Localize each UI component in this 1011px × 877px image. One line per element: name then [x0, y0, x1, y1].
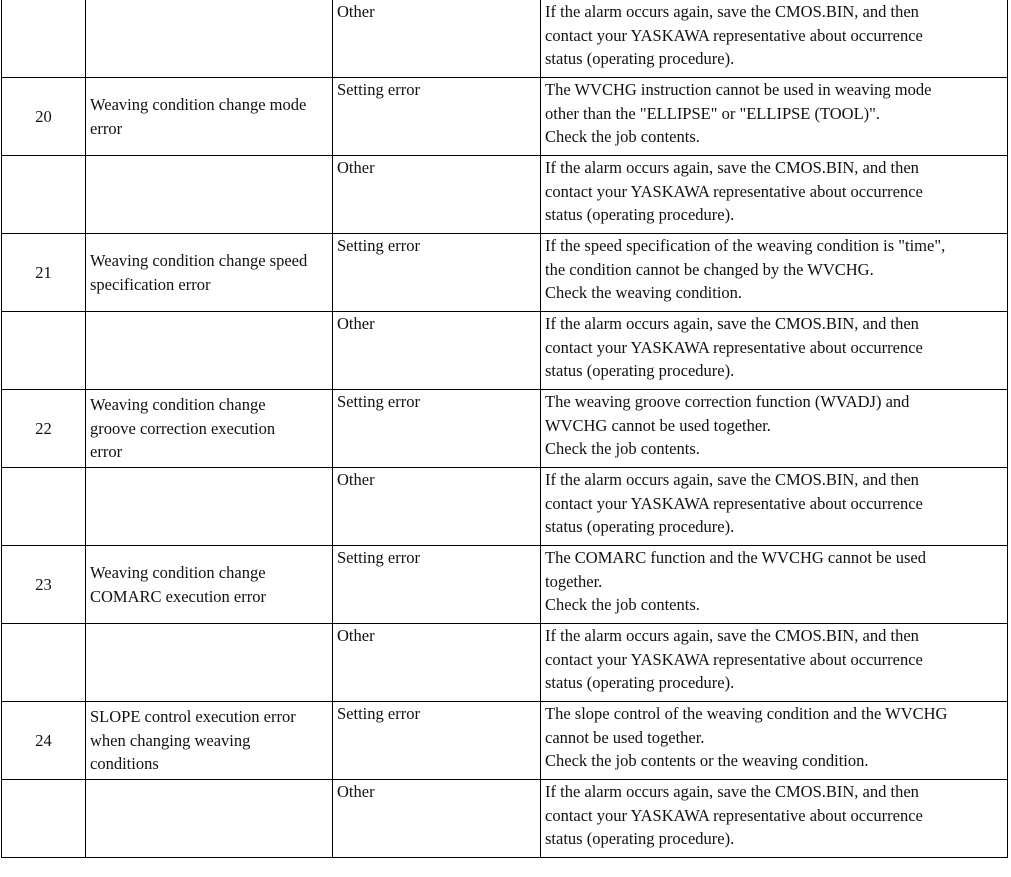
table-row: [2, 312, 1008, 390]
remedy-line: The WVCHG instruction cannot be used in weaving mode: [545, 80, 932, 99]
cause-category-cell: [333, 0, 541, 78]
cause-category: Other: [337, 2, 375, 21]
remedy-line: If the alarm occurs again, save the CMOS.BIN, and then: [545, 626, 919, 645]
alarm-name-line: Weaving condition change mode: [90, 95, 307, 114]
remedy-line: status (operating procedure).: [545, 517, 735, 536]
remedy-line: If the alarm occurs again, save the CMOS.BIN, and then: [545, 2, 919, 21]
remedy-cell: [541, 702, 1008, 780]
alarm-subcode: 22: [35, 418, 52, 438]
cause-category-cell: [333, 78, 541, 156]
alarm-name-cell: [86, 234, 333, 312]
table-row: [2, 546, 1008, 624]
remedy-line: If the alarm occurs again, save the CMOS.BIN, and then: [545, 782, 919, 801]
remedy-cell: [541, 780, 1008, 858]
remedy-line: The slope control of the weaving condition and the WVCHG: [545, 704, 948, 723]
remedy-line: If the speed specification of the weaving condition is "time",: [545, 236, 946, 255]
remedy-cell: [541, 234, 1008, 312]
remedy-line: status (operating procedure).: [545, 49, 735, 68]
cause-category: Setting error: [337, 236, 420, 255]
remedy-line: contact your YASKAWA representative about occurrence: [545, 805, 923, 825]
alarm-subcode-cell: [2, 702, 86, 780]
cause-category: Other: [337, 314, 375, 333]
alarm-subcode-cell: [2, 156, 86, 234]
alarm-subcode: 21: [35, 262, 52, 282]
alarm-subcode-cell: [2, 468, 86, 546]
alarm-subcode-cell: [2, 0, 86, 78]
alarm-subcode-cell: [2, 624, 86, 702]
remedy-line: Check the weaving condition.: [545, 283, 743, 302]
table-row: [2, 468, 1008, 546]
cause-category-cell: [333, 156, 541, 234]
alarm-name-line: Weaving condition change speed: [90, 251, 308, 270]
remedy-cell: [541, 390, 1008, 468]
alarm-name-line: specification error: [90, 274, 211, 294]
alarm-subcode-cell: [2, 546, 86, 624]
alarm-name-line: error: [90, 442, 123, 462]
alarm-name-line: error: [90, 118, 123, 138]
alarm-name-line: COMARC execution error: [90, 586, 266, 606]
remedy-line: If the alarm occurs again, save the CMOS.BIN, and then: [545, 470, 919, 489]
cause-category-cell: [333, 546, 541, 624]
cause-category: Other: [337, 470, 375, 489]
alarm-name-cell: [86, 0, 333, 78]
remedy-cell: [541, 156, 1008, 234]
cause-category: Other: [337, 158, 375, 177]
table-row: [2, 702, 1008, 780]
cause-category: Other: [337, 782, 375, 801]
cause-category: Setting error: [337, 704, 420, 723]
remedy-line: WVCHG cannot be used together.: [545, 415, 771, 435]
remedy-line: status (operating procedure).: [545, 829, 735, 848]
alarm-subcode: 23: [35, 574, 52, 594]
remedy-line: contact your YASKAWA representative about occurrence: [545, 337, 923, 357]
alarm-name-cell: [86, 624, 333, 702]
alarm-name-cell: [86, 312, 333, 390]
remedy-line: Check the job contents or the weaving condition.: [545, 751, 869, 770]
cause-category-cell: [333, 780, 541, 858]
alarm-table-body: [2, 0, 1008, 858]
table-row: [2, 390, 1008, 468]
remedy-line: Check the job contents.: [545, 595, 700, 614]
cause-category-cell: [333, 312, 541, 390]
remedy-line: Check the job contents.: [545, 439, 700, 458]
alarm-name-cell: [86, 78, 333, 156]
cause-category-cell: [333, 702, 541, 780]
table-row: [2, 156, 1008, 234]
remedy-line: status (operating procedure).: [545, 361, 735, 380]
remedy-line: If the alarm occurs again, save the CMOS.BIN, and then: [545, 158, 919, 177]
table-row: [2, 780, 1008, 858]
remedy-line: the condition cannot be changed by the WVCHG.: [545, 259, 874, 279]
remedy-line: contact your YASKAWA representative about occurrence: [545, 25, 923, 45]
alarm-subcode-cell: [2, 234, 86, 312]
cause-category-cell: [333, 468, 541, 546]
alarm-subcode: 24: [35, 730, 52, 750]
alarm-name-line: when changing weaving: [90, 730, 251, 750]
cause-category: Setting error: [337, 392, 420, 411]
alarm-name-cell: [86, 780, 333, 858]
remedy-line: The weaving groove correction function (WVADJ) and: [545, 392, 910, 411]
table-row: [2, 234, 1008, 312]
remedy-cell: [541, 468, 1008, 546]
remedy-line: If the alarm occurs again, save the CMOS.BIN, and then: [545, 314, 919, 333]
alarm-subcode-cell: [2, 312, 86, 390]
alarm-name-cell: [86, 468, 333, 546]
remedy-line: contact your YASKAWA representative about occurrence: [545, 493, 923, 513]
alarm-subcode-cell: [2, 390, 86, 468]
alarm-subcode: 20: [35, 106, 52, 126]
remedy-line: status (operating procedure).: [545, 205, 735, 224]
cause-category: Setting error: [337, 548, 420, 567]
table-row: [2, 624, 1008, 702]
alarm-name-cell: [86, 702, 333, 780]
remedy-line: The COMARC function and the WVCHG cannot be used: [545, 548, 926, 567]
alarm-name-cell: [86, 390, 333, 468]
remedy-line: Check the job contents.: [545, 127, 700, 146]
alarm-name-line: conditions: [90, 754, 159, 774]
alarm-name-line: Weaving condition change: [90, 395, 266, 415]
cause-category-cell: [333, 390, 541, 468]
cause-category: Setting error: [337, 80, 420, 99]
remedy-cell: [541, 312, 1008, 390]
remedy-cell: [541, 0, 1008, 78]
remedy-line: together.: [545, 571, 603, 591]
alarm-name-line: SLOPE control execution error: [90, 707, 296, 727]
cause-category: Other: [337, 626, 375, 645]
cause-category-cell: [333, 234, 541, 312]
remedy-cell: [541, 624, 1008, 702]
remedy-line: cannot be used together.: [545, 727, 705, 747]
alarm-name-cell: [86, 546, 333, 624]
remedy-cell: [541, 546, 1008, 624]
cause-category-cell: [333, 624, 541, 702]
alarm-name-line: groove correction execution: [90, 418, 276, 438]
alarm-name-line: Weaving condition change: [90, 563, 266, 582]
table-row: [2, 78, 1008, 156]
remedy-line: status (operating procedure).: [545, 673, 735, 692]
remedy-cell: [541, 78, 1008, 156]
remedy-line: contact your YASKAWA representative about occurrence: [545, 181, 923, 201]
alarm-name-cell: [86, 156, 333, 234]
alarm-subcode-cell: [2, 78, 86, 156]
table-row: [2, 0, 1008, 78]
alarm-table: [1, 0, 1008, 858]
remedy-line: other than the "ELLIPSE" or "ELLIPSE (TOOL)".: [545, 103, 881, 123]
remedy-line: contact your YASKAWA representative about occurrence: [545, 649, 923, 669]
alarm-subcode-cell: [2, 780, 86, 858]
